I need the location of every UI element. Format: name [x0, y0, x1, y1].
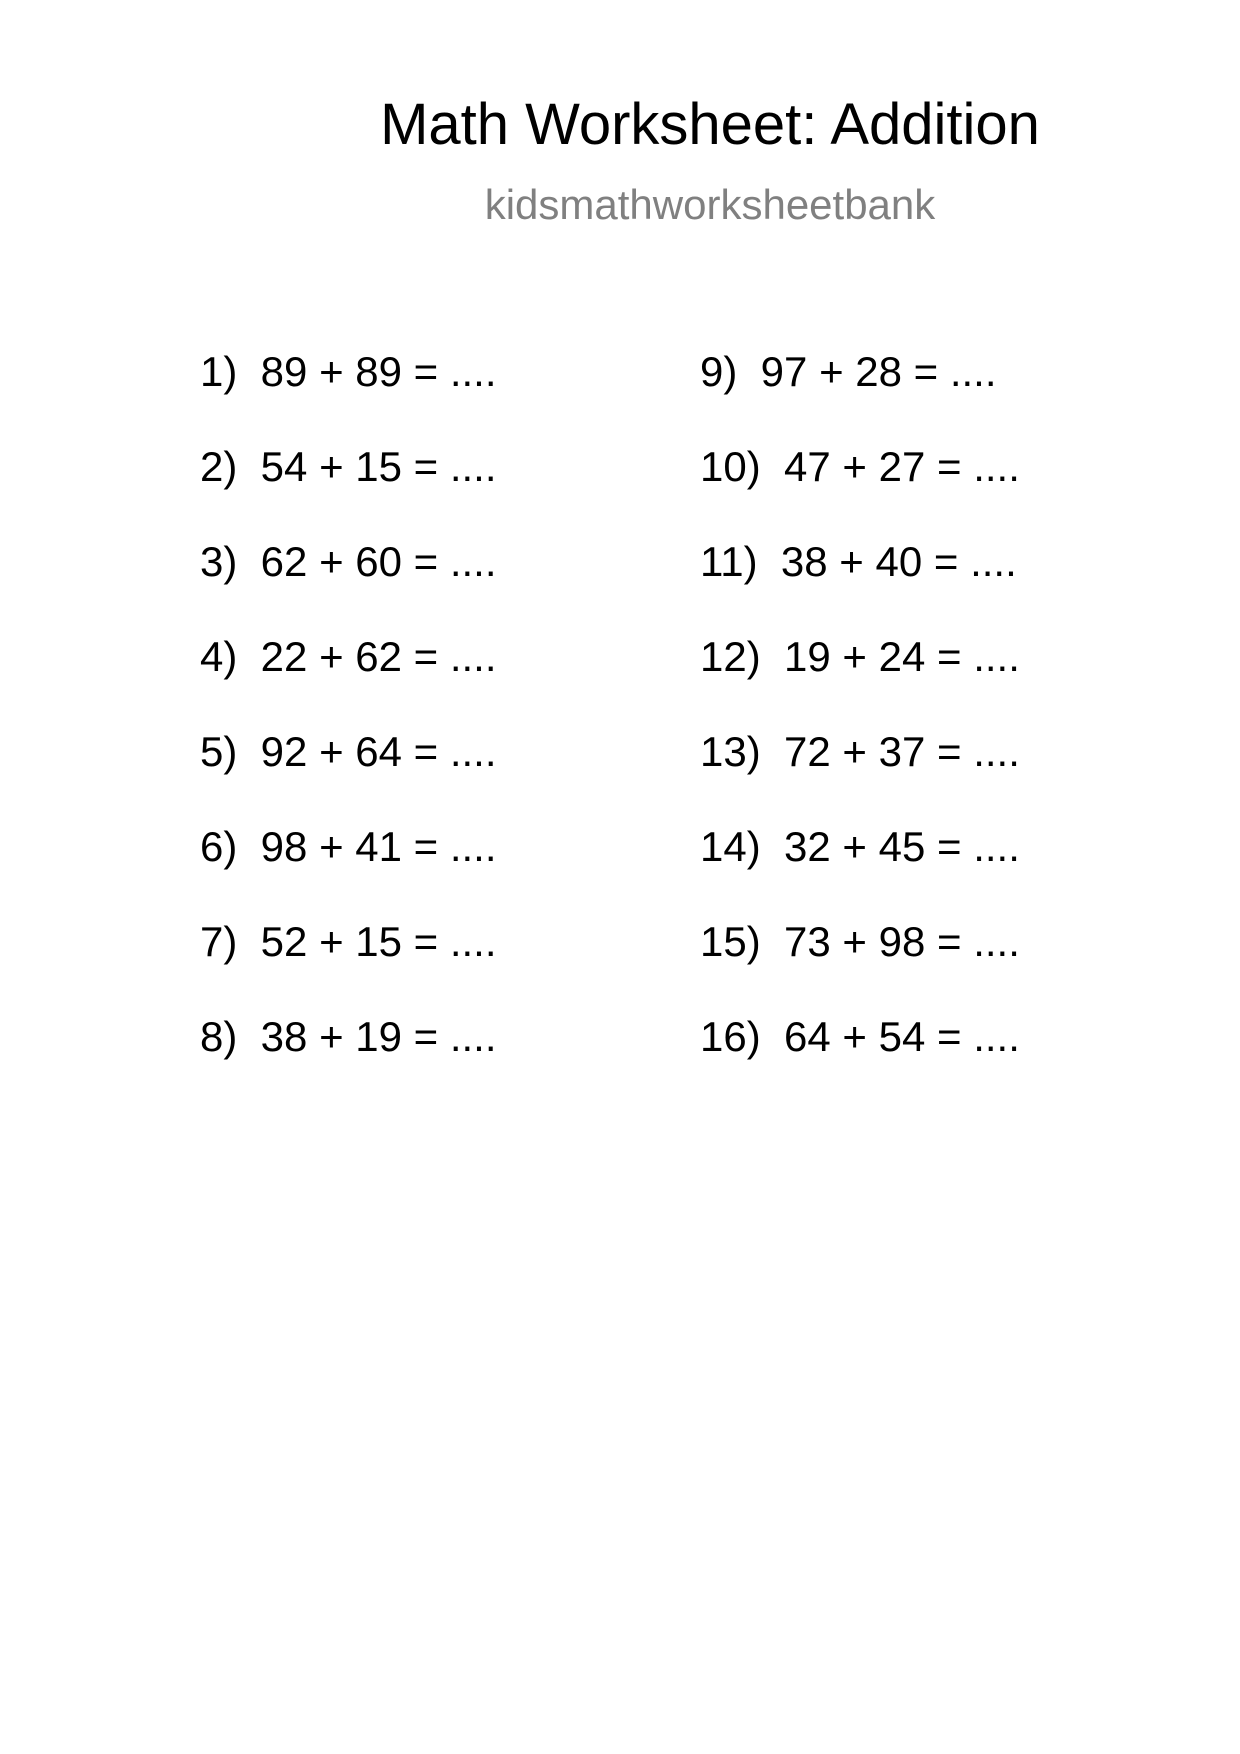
- problem-list-right: [700, 348, 1020, 1111]
- problem-16: 16) 64 + 54 = ....: [700, 1013, 1020, 1060]
- problem-6: 6) 98 + 41 = ....: [200, 823, 497, 870]
- problem-7: 7) 52 + 15 = ....: [200, 918, 497, 965]
- worksheet-subtitle: kidsmathworksheetbank: [484, 181, 936, 228]
- problem-2: 2) 54 + 15 = ....: [200, 443, 497, 490]
- problem-12: 12) 19 + 24 = ....: [700, 633, 1020, 680]
- problem-11: 11) 38 + 40 = ....: [700, 538, 1017, 585]
- worksheet-title: Math Worksheet: Addition: [380, 92, 1040, 157]
- problem-15: 15) 73 + 98 = ....: [700, 918, 1020, 965]
- problem-13: 13) 72 + 37 = ....: [700, 728, 1020, 775]
- problem-5: 5) 92 + 64 = ....: [200, 728, 497, 775]
- problem-list-left: [200, 348, 497, 1111]
- problem-14: 14) 32 + 45 = ....: [700, 823, 1020, 870]
- problem-9: 9) 97 + 28 = ....: [700, 348, 997, 395]
- problem-1: 1) 89 + 89 = ....: [200, 348, 497, 395]
- problem-3: 3) 62 + 60 = ....: [200, 538, 497, 585]
- problem-8: 8) 38 + 19 = ....: [200, 1013, 497, 1060]
- problem-4: 4) 22 + 62 = ....: [200, 633, 497, 680]
- problem-10: 10) 47 + 27 = ....: [700, 443, 1020, 490]
